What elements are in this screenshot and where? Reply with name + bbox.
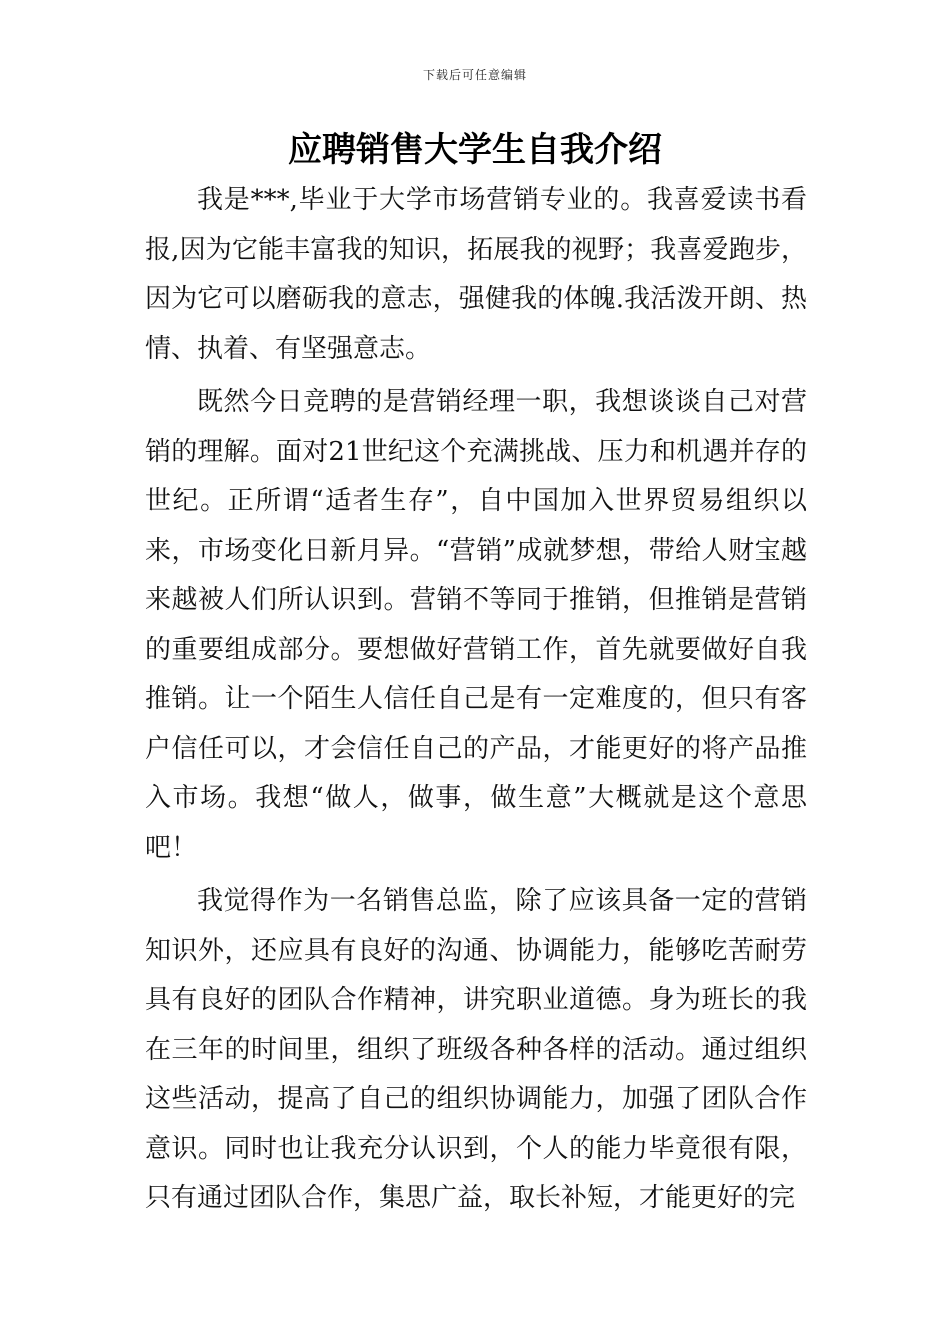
paragraph-intro: 我是***,毕业于大学市场营销专业的。我喜爱读书看报,因为它能丰富我的知识，拓展我的视野；我喜爱跑步，因为它可以磨砺我的意志，强健我的体魄.我活泼开朗、热情、执着、有坚强意志。 — [145, 185, 807, 364]
paragraph-marketing-view: 既然今日竞聘的是营销经理一职，我想谈谈自己对营销的理解。面对21世纪这个充满挑战、压力和机遇并存的世纪。正所谓“适者生存”，自中国加入世界贸易组织以来，市场变化日新月异。“营销”成就梦想，带给人财宝越来越被人们所认识到。营销不等同于推销，但推销是营销的重要组成部分。要想做好营销工作，首先就要做好自我推销。让一个陌生人信任自己是有一定难度的，但只有客户信任可以，才会信任自己的产品，才能更好的将产品推入市场。我想“做人，做事，做生意”大概就是这个意思吧！ — [145, 387, 807, 863]
paragraph-sales-director: 我觉得作为一名销售总监，除了应该具备一定的营销知识外，还应具有良好的沟通、协调能力，能够吃苦耐劳具有良好的团队合作精神，讲究职业道德。身为班长的我在三年的时间里，组织了班级各种各样的活动。通过组织这些活动，提高了自己的组织协调能力，加强了团队合作意识。同时也让我充分认识到，个人的能力毕竟很有限，只有通过团队合作，集思广益，取长补短，才能更好的完 — [145, 886, 807, 1213]
document-body — [145, 176, 807, 1228]
header-note: 下载后可任意编辑 — [422, 68, 527, 82]
document-title: 应聘销售大学生自我介绍 — [288, 130, 662, 170]
